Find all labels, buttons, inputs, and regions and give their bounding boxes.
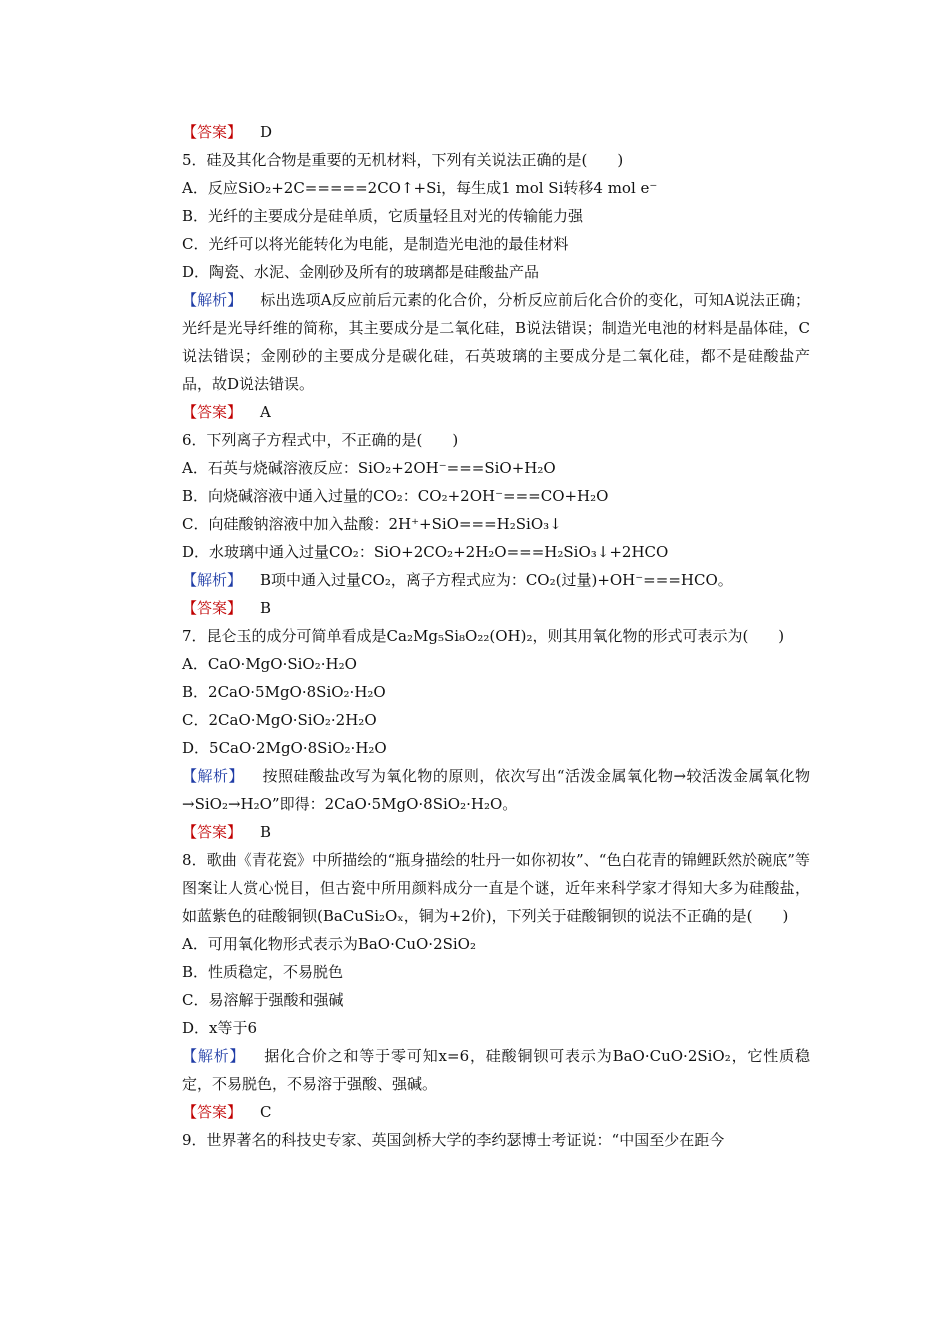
- q8-option-d: D．x等于6: [182, 1019, 258, 1037]
- q7-option-b: B．2CaO·5MgO·8SiO₂·H₂O: [182, 683, 386, 701]
- analysis-tag: 【解析】: [182, 571, 243, 589]
- analysis-text: 标出选项A反应前后元素的化合价，分析反应前后化合价的变化，可知A说法正确；光纤是光导纤维的简称，其主要成分是二氧化硅，B说法错误；制造光电池的材料是晶体硅，C说法错误；金刚砂的主要成分是碳化硅，石英玻璃的主要成分是二氧化硅，都不是硅酸盐产品，故D说法错误。: [182, 291, 810, 393]
- analysis-text: 按照硅酸盐改写为氧化物的原则，依次写出“活泼金属氧化物→较活泼金属氧化物→SiO₂→H₂O”即得：2CaO·5MgO·8SiO₂·H₂O。: [182, 767, 810, 813]
- q7-option-d: D．5CaO·2MgO·8SiO₂·H₂O: [182, 739, 387, 757]
- document-page: [145, 118, 810, 1154]
- q8-option-c: C．易溶解于强酸和强碱: [182, 991, 344, 1009]
- q5-option-b: B．光纤的主要成分是硅单质，它质量轻且对光的传输能力强: [182, 207, 584, 225]
- answer-tag: 【答案】: [182, 823, 243, 841]
- q6-stem: 6．下列离子方程式中，不正确的是( ): [182, 431, 459, 449]
- answer-tag: 【答案】: [182, 599, 243, 617]
- analysis-tag: 【解析】: [182, 767, 244, 785]
- answer-tag: 【答案】: [182, 1103, 243, 1121]
- q6-option-a: A．石英与烧碱溶液反应：SiO₂+2OH⁻===SiO+H₂O: [182, 459, 556, 477]
- q8-analysis: [145, 1042, 810, 1098]
- analysis-tag: 【解析】: [182, 1047, 246, 1065]
- q6-analysis: [145, 566, 810, 594]
- answer-value: B: [260, 599, 272, 617]
- answer-value: D: [260, 123, 273, 141]
- analysis-tag: 【解析】: [182, 291, 243, 309]
- q6-option-c: C．向硅酸钠溶液中加入盐酸：2H⁺+SiO===H₂SiO₃↓: [182, 515, 562, 533]
- q8-answer: [145, 1098, 810, 1126]
- q7-option-c: C．2CaO·MgO·SiO₂·2H₂O: [182, 711, 377, 729]
- q7-option-a: A．CaO·MgO·SiO₂·H₂O: [182, 655, 357, 673]
- q9-stem: 9．世界著名的科技史专家、英国剑桥大学的李约瑟博士考证说：“中国至少在距今: [182, 1131, 725, 1149]
- answer-value: A: [260, 403, 271, 421]
- q6-option-d: D．水玻璃中通入过量CO₂：SiO+2CO₂+2H₂O===H₂SiO₃↓+2HCO: [182, 543, 669, 561]
- analysis-text: 据化合价之和等于零可知x=6，硅酸铜钡可表示为BaO·CuO·2SiO₂，它性质稳定，不易脱色，不易溶于强酸、强碱。: [182, 1047, 810, 1093]
- answer-tag: 【答案】: [182, 403, 243, 421]
- analysis-text: B项中通入过量CO₂，离子方程式应为：CO₂(过量)+OH⁻===HCO。: [260, 571, 733, 589]
- q8-stem: 8．歌曲《青花瓷》中所描绘的“瓶身描绘的牡丹一如你初妆”、“色白花青的锦鲤跃然於碗底”等图案让人赏心悦目，但古瓷中所用颜料成分一直是个谜，近年来科学家才得知大多为硅酸盐，如蓝紫色的硅酸铜钡(BaCuSi₂Oₓ，铜为+2价)，下列关于硅酸铜钡的说法不正确的是( ): [182, 851, 810, 925]
- q4-answer: [145, 118, 810, 146]
- q7-stem: 7．昆仑玉的成分可简单看成是Ca₂Mg₅Si₈O₂₂(OH)₂，则其用氧化物的形式可表示为( ): [182, 627, 785, 645]
- q7-answer: [145, 818, 810, 846]
- answer-tag: 【答案】: [182, 123, 243, 141]
- q8-option-b: B．性质稳定，不易脱色: [182, 963, 344, 981]
- q5-option-c: C．光纤可以将光能转化为电能，是制造光电池的最佳材料: [182, 235, 569, 253]
- q6-answer: [145, 594, 810, 622]
- q5-analysis: [145, 286, 810, 398]
- q7-analysis: [145, 762, 810, 818]
- q5-option-d: D．陶瓷、水泥、金刚砂及所有的玻璃都是硅酸盐产品: [182, 263, 540, 281]
- q6-option-b: B．向烧碱溶液中通入过量的CO₂：CO₂+2OH⁻===CO+H₂O: [182, 487, 609, 505]
- q8-option-a: A．可用氧化物形式表示为BaO·CuO·2SiO₂: [182, 935, 476, 953]
- q5-option-a: A．反应SiO₂+2C=====2CO↑+Si，每生成1 mol Si转移4 mol e⁻: [182, 179, 658, 197]
- answer-value: B: [260, 823, 272, 841]
- q5-answer: [145, 398, 810, 426]
- q5-stem: 5．硅及其化合物是重要的无机材料，下列有关说法正确的是( ): [182, 151, 624, 169]
- answer-value: C: [260, 1103, 272, 1121]
